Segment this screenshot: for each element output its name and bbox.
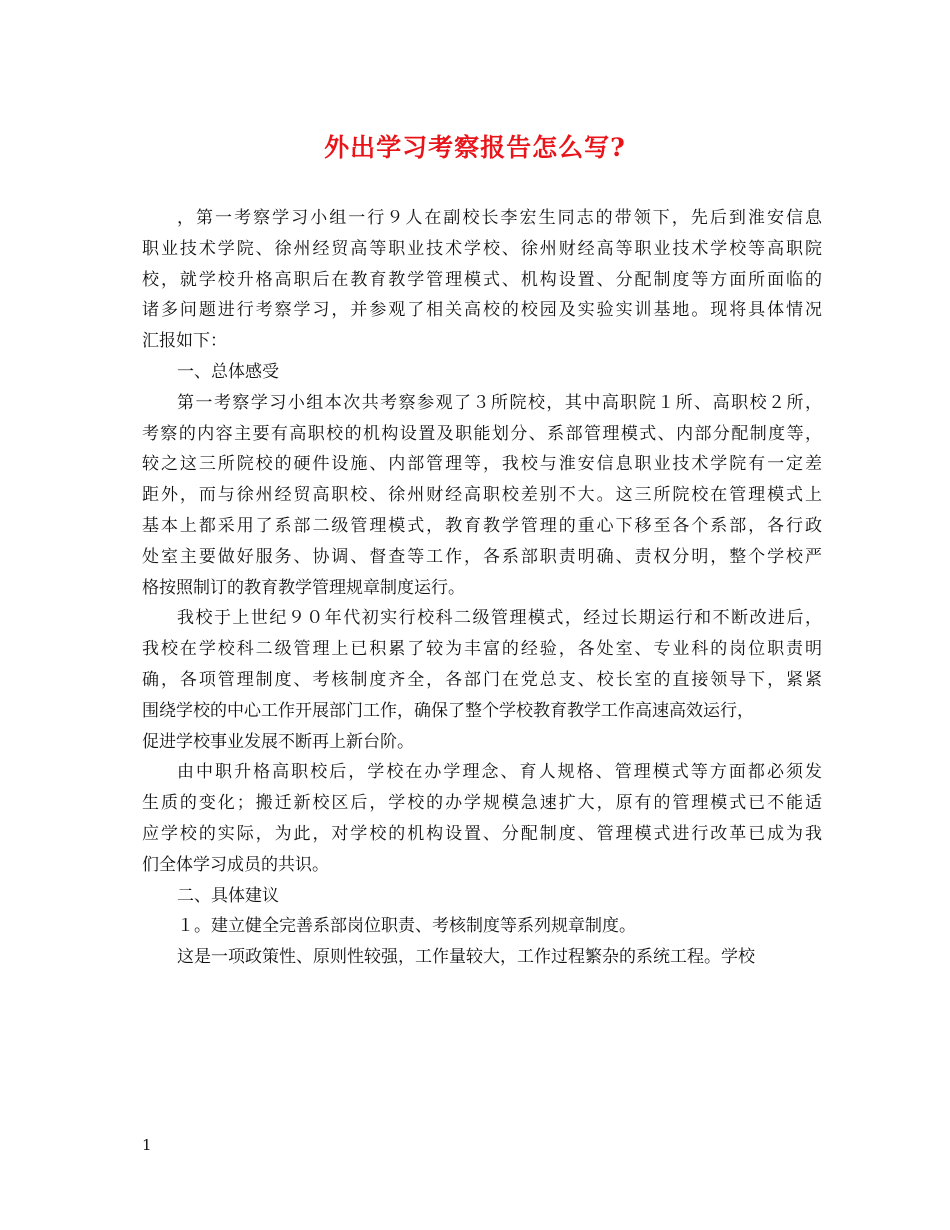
list-item: １。建立健全完善系部岗位职责、考核制度等系列规章制度。: [177, 916, 636, 937]
paragraph-line: 促进学校事业发展不断再上新台阶。: [142, 731, 414, 752]
paragraph-line: 确，各项管理制度、考核制度齐全，各部门在党总支、校长室的直接领导下，紧紧: [142, 669, 822, 690]
section-heading: 一、总体感受: [177, 361, 279, 382]
paragraph-line: 格按照制订的教育教学管理规章制度运行。: [142, 577, 465, 598]
paragraph-line: 我校于上世纪９０年代初实行校科二级管理模式，经过长期运行和不断改进后，: [177, 608, 822, 629]
paragraph-line: 第一考察学习小组本次共考察参观了３所院校，其中高职院１所、高职校２所，: [177, 392, 822, 413]
paragraph-line: 职业技术学院、徐州经贸高等职业技术学校、徐州财经高等职业技术学校等高职院: [142, 238, 822, 259]
document-title: 外出学习考察报告怎么写?: [324, 133, 626, 162]
paragraph-line: 考察的内容主要有高职校的机构设置及职能划分、系部管理模式、内部分配制度等，: [142, 423, 822, 444]
document-body: [142, 203, 822, 973]
page-number: 1: [142, 1136, 152, 1154]
paragraph-line: 应学校的实际，为此，对学校的机构设置、分配制度、管理模式进行改革已成为我: [142, 823, 822, 844]
paragraph-line: 由中职升格高职校后，学校在办学理念、育人规格、管理模式等方面都必须发: [177, 762, 822, 783]
paragraph-line: 处室主要做好服务、协调、督查等工作，各系部职责明确、责权分明，整个学校严: [142, 546, 822, 567]
paragraph-line: 我校在学校科二级管理上已积累了较为丰富的经验，各处室、专业科的岗位职责明: [142, 639, 822, 660]
paragraph-line: 诸多问题进行考察学习，并参观了相关高校的校园及实验实训基地。现将具体情况: [142, 300, 822, 321]
section-heading: 二、具体建议: [177, 885, 279, 906]
paragraph-line: 较之这三所院校的硬件设施、内部管理等，我校与淮安信息职业技术学院有一定差: [142, 454, 822, 475]
paragraph-line: 汇报如下：: [142, 331, 227, 352]
paragraph-line: 基本上都采用了系部二级管理模式，教育教学管理的重心下移至各个系部，各行政: [142, 515, 822, 536]
paragraph-line: ，第一考察学习小组一行９人在副校长李宏生同志的带领下，先后到淮安信息: [177, 208, 822, 228]
paragraph-line: 围绕学校的中心工作开展部门工作，确保了整个学校教育教学工作高速高效运行，: [142, 700, 754, 721]
paragraph-line: 这是一项政策性、原则性较强，工作量较大，工作过程繁杂的系统工程。学校: [177, 947, 755, 968]
paragraph-line: 生质的变化；搬迁新校区后，学校的办学规模急速扩大，原有的管理模式已不能适: [142, 793, 822, 814]
paragraph-line: 距外，而与徐州经贸高职校、徐州财经高职校差别不大。这三所院校在管理模式上: [142, 485, 822, 506]
paragraph-line: 们全体学习成员的共识。: [142, 854, 329, 875]
paragraph-line: 校，就学校升格高职后在教育教学管理模式、机构设置、分配制度等方面所面临的: [142, 269, 822, 290]
